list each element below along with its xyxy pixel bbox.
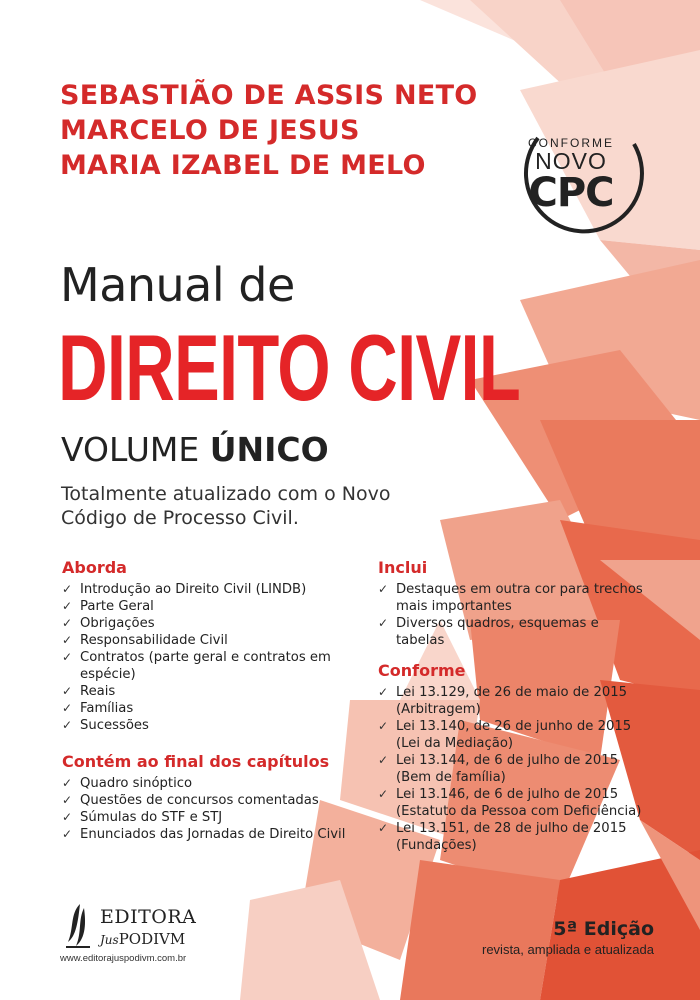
check-icon: ✓ (62, 718, 73, 732)
check-icon: ✓ (378, 582, 389, 596)
edition-title: 5ª Edição (553, 918, 654, 940)
list-item-text: Destaques em outra cor para trechos mais importantes (396, 582, 643, 614)
check-icon: ✓ (62, 793, 73, 807)
list-item (378, 718, 648, 752)
list-item-text: Famílias (80, 701, 134, 716)
list-item-text: Lei 13.140, de 26 de junho de 2015 (Lei da Mediação) (396, 719, 632, 751)
list-item-text: Contratos (parte geral e contratos em espécie) (80, 650, 331, 682)
edition-subtitle: revista, ampliada e atualizada (482, 942, 654, 957)
list-item-text: Súmulas do STF e STJ (80, 810, 223, 825)
publisher-name-juspodivm (100, 930, 185, 948)
conforme-section (378, 661, 648, 854)
check-icon: ✓ (378, 685, 389, 699)
inclui-section (378, 558, 648, 649)
conforme-heading: Conforme (378, 661, 466, 680)
title-line-manual: Manual de (60, 258, 295, 312)
list-item (62, 775, 362, 792)
list-item (378, 684, 648, 718)
list-item (62, 717, 362, 734)
volume-prefix: VOLUME (61, 430, 210, 469)
list-item-text: Lei 13.129, de 26 de maio de 2015 (Arbitragem) (396, 685, 628, 717)
list-item (378, 820, 648, 854)
list-item-text: Lei 13.151, de 28 de julho de 2015 (Fundações) (396, 821, 627, 853)
list-item-text: Enunciados das Jornadas de Direito Civil (80, 827, 346, 842)
list-item (378, 786, 648, 820)
seal-line-novo: NOVO (535, 148, 607, 174)
list-item (62, 615, 362, 632)
list-item (62, 598, 362, 615)
publisher-name-editora: EDITORA (100, 906, 197, 928)
list-item (62, 792, 362, 809)
check-icon: ✓ (62, 650, 73, 664)
publisher-name-podivm: PODIVM (118, 930, 186, 948)
volume-label (61, 430, 329, 469)
edition-info (482, 918, 654, 957)
check-icon: ✓ (378, 753, 389, 767)
list-item-text: Parte Geral (80, 599, 154, 614)
contem-list (62, 775, 362, 843)
publisher-mark-icon (64, 902, 96, 950)
inclui-list (378, 581, 648, 649)
title-line-direito-civil: DIREITO CIVIL (58, 315, 521, 420)
check-icon: ✓ (62, 599, 73, 613)
check-icon: ✓ (62, 582, 73, 596)
list-item-text: Lei 13.144, de 6 de julho de 2015 (Bem de família) (396, 753, 619, 785)
contem-section (62, 752, 362, 843)
check-icon: ✓ (62, 827, 73, 841)
list-item-text: Lei 13.146, de 6 de julho de 2015 (Estatuto da Pessoa com Deficiência) (396, 787, 642, 819)
list-item-text: Sucessões (80, 718, 149, 733)
aborda-heading: Aborda (62, 558, 127, 577)
list-item-text: Obrigações (80, 616, 155, 631)
conforme-novo-cpc-seal (516, 126, 652, 242)
volume-unico: ÚNICO (209, 430, 329, 469)
check-icon: ✓ (62, 684, 73, 698)
list-item-text: Reais (80, 684, 116, 699)
check-icon: ✓ (62, 633, 73, 647)
inclui-heading: Inclui (378, 558, 428, 577)
author-name: MARCELO DE JESUS (60, 115, 360, 146)
title-main (58, 315, 691, 420)
check-icon: ✓ (378, 821, 389, 835)
author-name: SEBASTIÃO DE ASSIS NETO (60, 80, 478, 111)
check-icon: ✓ (62, 701, 73, 715)
aborda-section (62, 558, 362, 734)
author-list (60, 78, 478, 183)
subtitle: Totalmente atualizado com o Novo Código de Processo Civil. (61, 483, 391, 529)
aborda-list (62, 581, 362, 734)
list-item (378, 581, 648, 615)
list-item (62, 632, 362, 649)
list-item (62, 826, 362, 843)
list-item (62, 581, 362, 598)
conforme-list (378, 684, 648, 854)
list-item (62, 809, 362, 826)
list-item (378, 615, 648, 649)
list-item (62, 700, 362, 717)
publisher-url: www.editorajuspodivm.com.br (60, 953, 187, 964)
check-icon: ✓ (62, 776, 73, 790)
publisher-name-jus: Jus (100, 933, 119, 947)
publisher-logo (60, 900, 220, 966)
list-item-text: Questões de concursos comentadas (80, 793, 319, 808)
list-item-text: Quadro sinóptico (80, 776, 193, 791)
check-icon: ✓ (62, 810, 73, 824)
list-item (378, 752, 648, 786)
seal-line-conforme: CONFORME (528, 136, 614, 150)
list-item (62, 683, 362, 700)
check-icon: ✓ (62, 616, 73, 630)
check-icon: ✓ (378, 719, 389, 733)
left-column (62, 558, 362, 843)
seal-line-cpc: CPC (528, 170, 614, 216)
list-item-text: Introdução ao Direito Civil (LINDB) (80, 582, 307, 597)
right-column (378, 558, 648, 854)
author-name: MARIA IZABEL DE MELO (60, 150, 426, 181)
contem-heading: Contém ao final dos capítulos (62, 752, 330, 771)
list-item (62, 649, 362, 683)
list-item-text: Diversos quadros, esquemas e tabelas (396, 616, 599, 648)
check-icon: ✓ (378, 787, 389, 801)
list-item-text: Responsabilidade Civil (80, 633, 228, 648)
check-icon: ✓ (378, 616, 389, 630)
